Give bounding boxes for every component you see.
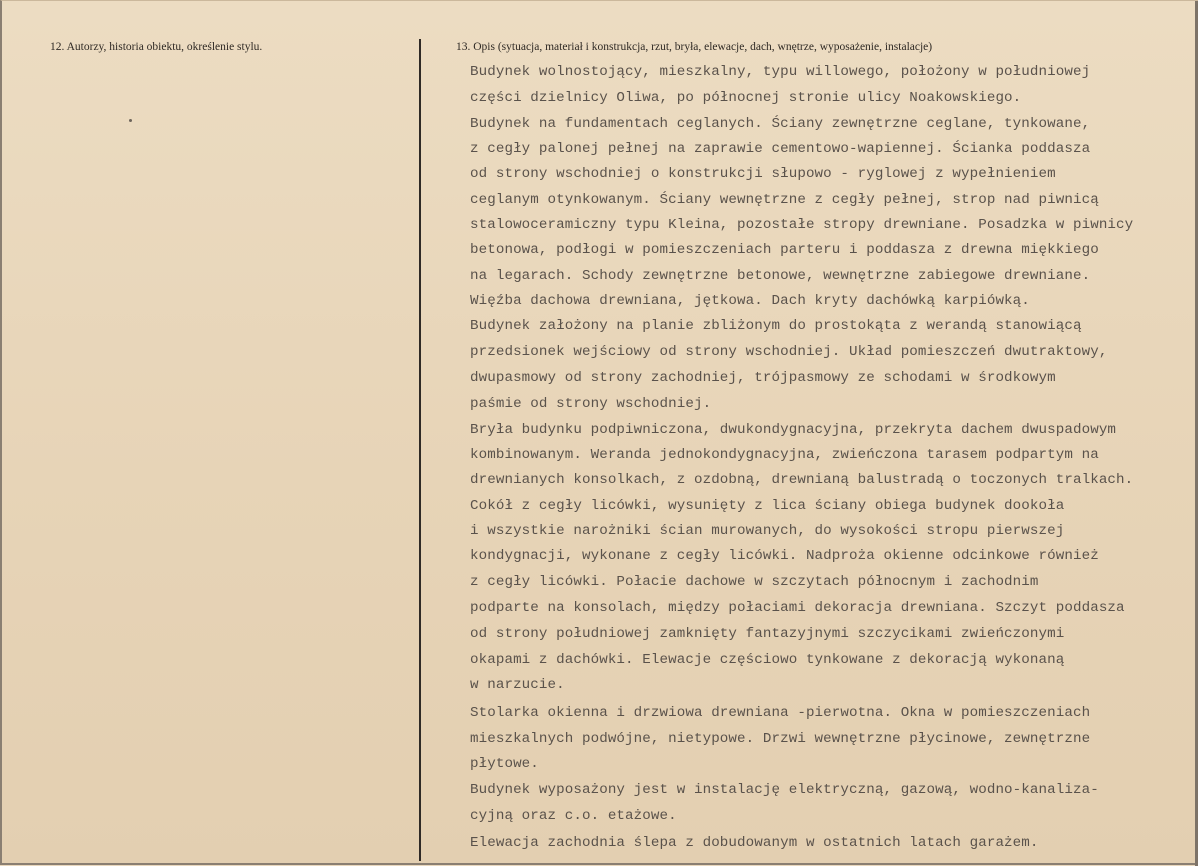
description-line: mieszkalnych podwójne, nietypowe. Drzwi wewnętrzne płycinowe, zewnętrzne xyxy=(470,731,1091,747)
description-line: na legarach. Schody zewnętrzne betonowe, wewnętrzne zabiegowe drewniane. xyxy=(470,268,1091,284)
field-12-heading: 12. Autorzy, historia obiektu, określenie stylu. xyxy=(50,41,263,53)
description-line: betonowa, podłogi w pomieszczeniach parteru i poddasza z drewna miękkiego xyxy=(470,242,1099,258)
description-line: od strony wschodniej o konstrukcji słupowo - ryglowej z wypełnieniem xyxy=(470,166,1056,182)
description-line: ceglanym otynkowanym. Ściany wewnętrzne z cegły pełnej, strop nad piwnicą xyxy=(470,192,1099,208)
description-line: Cokół z cegły licówki, wysunięty z lica ściany obiega budynek dookoła xyxy=(470,498,1065,514)
description-line: drewnianych konsolkach, z ozdobną, drewnianą balustradą o toczonych tralkach. xyxy=(470,472,1134,488)
description-line: Elewacja zachodnia ślepa z dobudowanym w ostatnich latach garażem. xyxy=(470,835,1039,851)
description-line: z cegły palonej pełnej na zaprawie cementowo-wapiennej. Ścianka poddasza xyxy=(470,141,1091,157)
description-line: i wszystkie narożniki ścian murowanych, do wysokości stropu pierwszej xyxy=(470,523,1065,539)
description-line: Więźba dachowa drewniana, jętkowa. Dach kryty dachówką karpiówką. xyxy=(470,293,1030,309)
description-line: Budynek wolnostojący, mieszkalny, typu willowego, położony w południowej xyxy=(470,64,1091,80)
description-line: Bryła budynku podpiwniczona, dwukondygnacyjna, przekryta dachem dwuspadowym xyxy=(470,422,1117,438)
description-line: z cegły licówki. Połacie dachowe w szczytach północnym i zachodnim xyxy=(470,574,1039,590)
description-line: płytowe. xyxy=(470,756,539,772)
description-line: Budynek wyposażony jest w instalację elektryczną, gazową, wodno-kanaliza- xyxy=(470,782,1099,798)
description-line: paśmie od strony wschodniej. xyxy=(470,396,712,412)
description-line: Stolarka okienna i drzwiowa drewniana -pierwotna. Okna w pomieszczeniach xyxy=(470,705,1091,721)
description-line: Budynek na fundamentach ceglanych. Ściany zewnętrzne ceglane, tynkowane, xyxy=(470,116,1091,132)
description-line: dwupasmowy od strony zachodniej, trójpasmowy ze schodami w środkowym xyxy=(470,370,1056,386)
description-line: okapami z dachówki. Elewacje częściowo tynkowane z dekoracją wykonaną xyxy=(470,652,1065,668)
field-13-heading: 13. Opis (sytuacja, materiał i konstrukcja, rzut, bryła, elewacje, dach, wnętrze, wyposażenie, instalacje) xyxy=(456,41,933,53)
description-line: kondygnacji, wykonane z cegły licówki. Nadproża okienne odcinkowe również xyxy=(470,548,1099,564)
ink-speck xyxy=(129,119,132,122)
description-line: stalowoceramiczny typu Kleina, pozostałe stropy drewniane. Posadzka w piwnicy xyxy=(470,217,1134,233)
description-line: w narzucie. xyxy=(470,677,565,693)
description-line: kombinowanym. Weranda jednokondygnacyjna, zwieńczona tarasem podpartym na xyxy=(470,447,1099,463)
description-line: części dzielnicy Oliwa, po północnej stronie ulicy Noakowskiego. xyxy=(470,90,1022,106)
description-line: podparte na konsolach, między połaciami dekoracja drewniana. Szczyt poddasza xyxy=(470,600,1125,616)
description-line: od strony południowej zamknięty fantazyjnymi szczycikami zwieńczonymi xyxy=(470,626,1065,642)
description-line: Budynek założony na planie zbliżonym do prostokąta z werandą stanowiącą xyxy=(470,318,1082,334)
description-line: przedsionek wejściowy od strony wschodniej. Układ pomieszczeń dwutraktowy, xyxy=(470,344,1108,360)
column-divider xyxy=(419,39,421,861)
description-line: cyjną oraz c.o. etażowe. xyxy=(470,808,677,824)
